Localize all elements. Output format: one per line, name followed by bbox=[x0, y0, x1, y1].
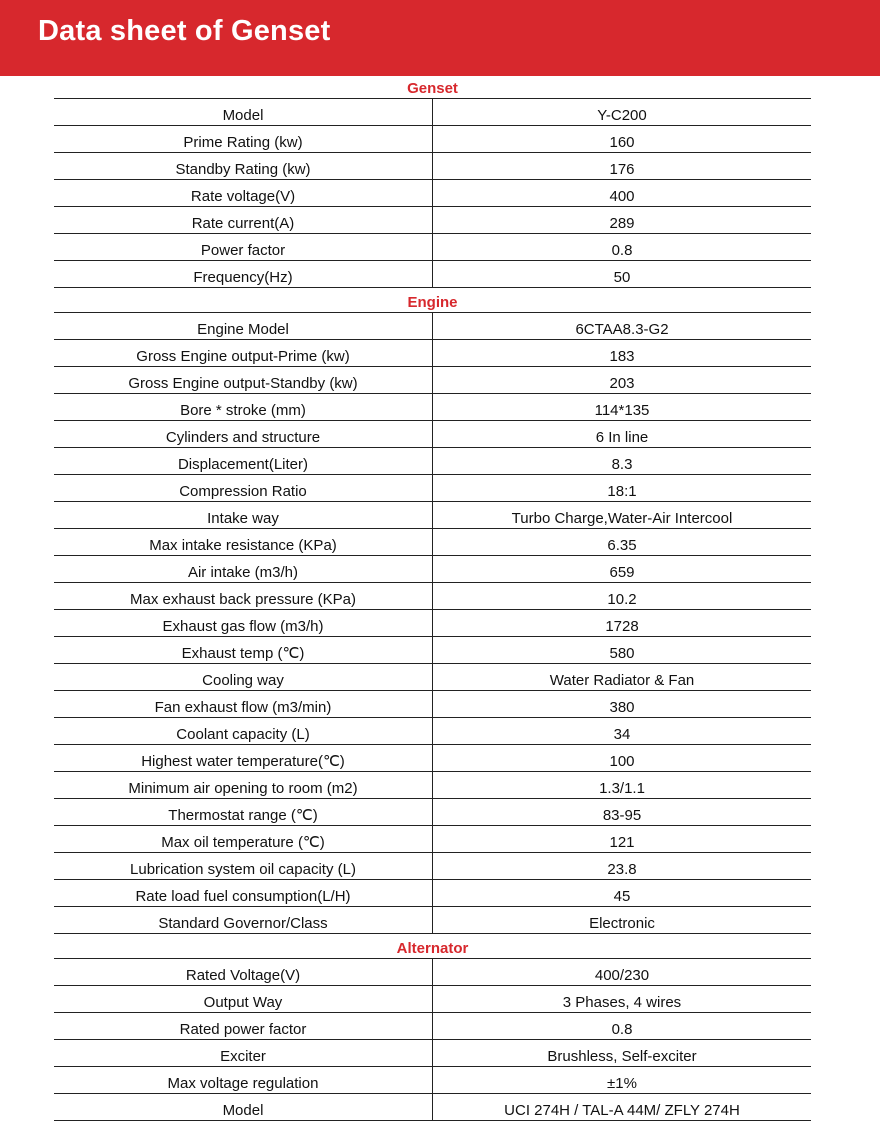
table-row bbox=[54, 234, 811, 261]
row-value: Electronic bbox=[433, 907, 812, 934]
row-label: Rated power factor bbox=[54, 1013, 433, 1040]
row-value: 50 bbox=[433, 261, 812, 288]
row-value: 10.2 bbox=[433, 583, 812, 610]
row-label: Lubrication system oil capacity (L) bbox=[54, 853, 433, 880]
row-value: 160 bbox=[433, 126, 812, 153]
table-row bbox=[54, 99, 811, 126]
row-label: Intake way bbox=[54, 502, 433, 529]
row-value: 34 bbox=[433, 718, 812, 745]
row-value: 400/230 bbox=[433, 959, 812, 986]
row-label: Max intake resistance (KPa) bbox=[54, 529, 433, 556]
datasheet-table bbox=[54, 74, 811, 1121]
table-row bbox=[54, 907, 811, 934]
table-row bbox=[54, 691, 811, 718]
table-row bbox=[54, 1094, 811, 1121]
row-label: Cylinders and structure bbox=[54, 421, 433, 448]
row-value: Water Radiator & Fan bbox=[433, 664, 812, 691]
section-header-genset bbox=[54, 74, 811, 99]
section-title: Genset bbox=[54, 74, 811, 99]
row-value: 100 bbox=[433, 745, 812, 772]
table-row bbox=[54, 637, 811, 664]
row-value: Y-C200 bbox=[433, 99, 812, 126]
row-value: 176 bbox=[433, 153, 812, 180]
row-value: 1728 bbox=[433, 610, 812, 637]
row-label: Model bbox=[54, 1094, 433, 1121]
row-label: Fan exhaust flow (m3/min) bbox=[54, 691, 433, 718]
table-row bbox=[54, 1040, 811, 1067]
table-row bbox=[54, 826, 811, 853]
row-value: 3 Phases, 4 wires bbox=[433, 986, 812, 1013]
row-label: Standby Rating (kw) bbox=[54, 153, 433, 180]
row-label: Model bbox=[54, 99, 433, 126]
row-label: Exhaust temp (℃) bbox=[54, 637, 433, 664]
table-row bbox=[54, 986, 811, 1013]
row-label: Rate voltage(V) bbox=[54, 180, 433, 207]
row-label: Minimum air opening to room (m2) bbox=[54, 772, 433, 799]
row-value: 6.35 bbox=[433, 529, 812, 556]
table-row bbox=[54, 1013, 811, 1040]
table-row bbox=[54, 610, 811, 637]
table-row bbox=[54, 959, 811, 986]
row-label: Cooling way bbox=[54, 664, 433, 691]
table-row bbox=[54, 664, 811, 691]
table-row bbox=[54, 475, 811, 502]
table-row bbox=[54, 772, 811, 799]
row-value: Turbo Charge,Water-Air Intercool bbox=[433, 502, 812, 529]
table-row bbox=[54, 1067, 811, 1094]
row-value: ±1% bbox=[433, 1067, 812, 1094]
table-row bbox=[54, 502, 811, 529]
table-row bbox=[54, 556, 811, 583]
row-label: Exhaust gas flow (m3/h) bbox=[54, 610, 433, 637]
row-value: 0.8 bbox=[433, 234, 812, 261]
row-value: 6CTAA8.3-G2 bbox=[433, 313, 812, 340]
row-value: 203 bbox=[433, 367, 812, 394]
table-row bbox=[54, 153, 811, 180]
row-value: 8.3 bbox=[433, 448, 812, 475]
row-value: 23.8 bbox=[433, 853, 812, 880]
table-row bbox=[54, 745, 811, 772]
row-label: Compression Ratio bbox=[54, 475, 433, 502]
row-value: UCI 274H / TAL-A 44M/ ZFLY 274H bbox=[433, 1094, 812, 1121]
page-title: Data sheet of Genset bbox=[38, 15, 331, 47]
row-label: Rate load fuel consumption(L/H) bbox=[54, 880, 433, 907]
row-value: 83-95 bbox=[433, 799, 812, 826]
row-label: Rate current(A) bbox=[54, 207, 433, 234]
row-value: 400 bbox=[433, 180, 812, 207]
row-value: 121 bbox=[433, 826, 812, 853]
table-row bbox=[54, 313, 811, 340]
row-value: 183 bbox=[433, 340, 812, 367]
row-label: Power factor bbox=[54, 234, 433, 261]
table-row bbox=[54, 799, 811, 826]
table-row bbox=[54, 261, 811, 288]
row-label: Displacement(Liter) bbox=[54, 448, 433, 475]
row-value: 6 In line bbox=[433, 421, 812, 448]
row-label: Max oil temperature (℃) bbox=[54, 826, 433, 853]
row-label: Exciter bbox=[54, 1040, 433, 1067]
row-value: 1.3/1.1 bbox=[433, 772, 812, 799]
table-row bbox=[54, 367, 811, 394]
table-row bbox=[54, 880, 811, 907]
table-row bbox=[54, 583, 811, 610]
row-label: Thermostat range (℃) bbox=[54, 799, 433, 826]
row-value: 580 bbox=[433, 637, 812, 664]
table-row bbox=[54, 126, 811, 153]
row-label: Frequency(Hz) bbox=[54, 261, 433, 288]
row-value: 659 bbox=[433, 556, 812, 583]
table-row bbox=[54, 180, 811, 207]
table-row bbox=[54, 394, 811, 421]
section-header-alternator bbox=[54, 934, 811, 959]
row-value: 289 bbox=[433, 207, 812, 234]
row-label: Output Way bbox=[54, 986, 433, 1013]
table-row bbox=[54, 421, 811, 448]
section-title: Engine bbox=[54, 288, 811, 313]
row-label: Gross Engine output-Standby (kw) bbox=[54, 367, 433, 394]
row-label: Standard Governor/Class bbox=[54, 907, 433, 934]
row-value: Brushless, Self-exciter bbox=[433, 1040, 812, 1067]
row-label: Gross Engine output-Prime (kw) bbox=[54, 340, 433, 367]
row-label: Max exhaust back pressure (KPa) bbox=[54, 583, 433, 610]
row-label: Max voltage regulation bbox=[54, 1067, 433, 1094]
row-label: Highest water temperature(℃) bbox=[54, 745, 433, 772]
table-row bbox=[54, 448, 811, 475]
row-value: 0.8 bbox=[433, 1013, 812, 1040]
row-label: Air intake (m3/h) bbox=[54, 556, 433, 583]
row-value: 114*135 bbox=[433, 394, 812, 421]
header-banner bbox=[0, 0, 880, 76]
table-row bbox=[54, 718, 811, 745]
section-title: Alternator bbox=[54, 934, 811, 959]
row-label: Coolant capacity (L) bbox=[54, 718, 433, 745]
section-header-engine bbox=[54, 288, 811, 313]
table-row bbox=[54, 340, 811, 367]
table-row bbox=[54, 207, 811, 234]
row-label: Rated Voltage(V) bbox=[54, 959, 433, 986]
row-value: 18:1 bbox=[433, 475, 812, 502]
table-row bbox=[54, 529, 811, 556]
row-value: 45 bbox=[433, 880, 812, 907]
row-label: Engine Model bbox=[54, 313, 433, 340]
table-row bbox=[54, 853, 811, 880]
row-label: Prime Rating (kw) bbox=[54, 126, 433, 153]
row-label: Bore * stroke (mm) bbox=[54, 394, 433, 421]
row-value: 380 bbox=[433, 691, 812, 718]
